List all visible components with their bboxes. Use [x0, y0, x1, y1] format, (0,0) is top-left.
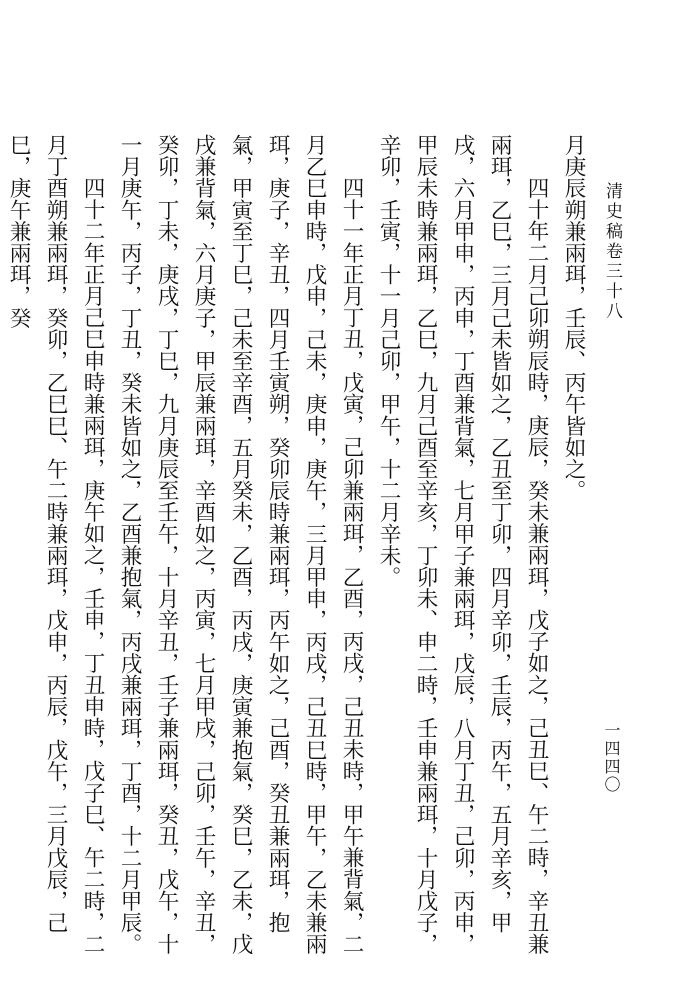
paragraph-continuation: 月庚辰朔兼兩珥，壬辰、丙午皆如之。 — [561, 134, 586, 502]
body-text — [6, 134, 592, 974]
page-number: 一四四〇 — [602, 722, 621, 794]
running-header: 清史稿卷三十八 — [602, 182, 622, 322]
paragraph-year-41: 四十一年正月丁丑，戊寅，己卯兼兩珥，乙酉，丙戌，己丑未時，甲午兼背氣，二月乙巳申時，戊申，己未，庚申，庚午，三月甲申，丙戌，己丑巳時，甲午，乙未兼兩珥，庚子，辛丑，四月壬寅朔，癸卯辰時兼兩珥，丙午如之，己酉，癸丑兼兩珥，抱氣，甲寅至丁巳，己未至辛酉，五月癸未，乙酉，丙戌，庚寅兼抱氣，癸巳，乙未，戊戌兼背氣，六月庚子，甲辰兼兩珥，辛酉如之，丙寅，七月甲戌，己卯，壬午，辛丑，癸卯，丁未，庚戌，丁巳，九月庚辰至壬午，十月辛丑，壬子兼兩珥，癸丑，戊午，十一月庚午，丙子，丁丑，癸未皆如之，乙酉兼抱氣，丙戌兼兩珥，丁酉，十二月甲辰。 — [117, 134, 364, 955]
paragraph-year-40: 四十年二月己卯朔辰時，庚辰，癸未兼兩珥，戊子如之，己丑巳、午二時，辛丑兼兩珥，乙巳，三月己未皆如之，乙丑至丁卯，四月辛卯，壬辰，丙午，五月辛亥，甲戌，六月甲申，丙申，丁酉兼背氣，七月甲子兼兩珥，戊辰，八月丁丑，己卯，丙申，甲辰未時兼兩珥，乙巳，九月己酉至辛亥，丁卯未、申二時，壬申兼兩珥，十月戊子，辛卯，壬寅，十一月己卯，甲午，十二月辛未。 — [376, 134, 549, 955]
paragraph-year-42: 四十二年正月己巳申時兼兩珥，庚午如之，壬申，丁丑申時，戊子巳、午二時，二月丁酉朔兼兩珥，癸卯，乙巳巳、午二時兼兩珥，戊申，丙辰，戊午，三月戊辰，己巳，庚午兼兩珥，癸 — [6, 134, 105, 955]
